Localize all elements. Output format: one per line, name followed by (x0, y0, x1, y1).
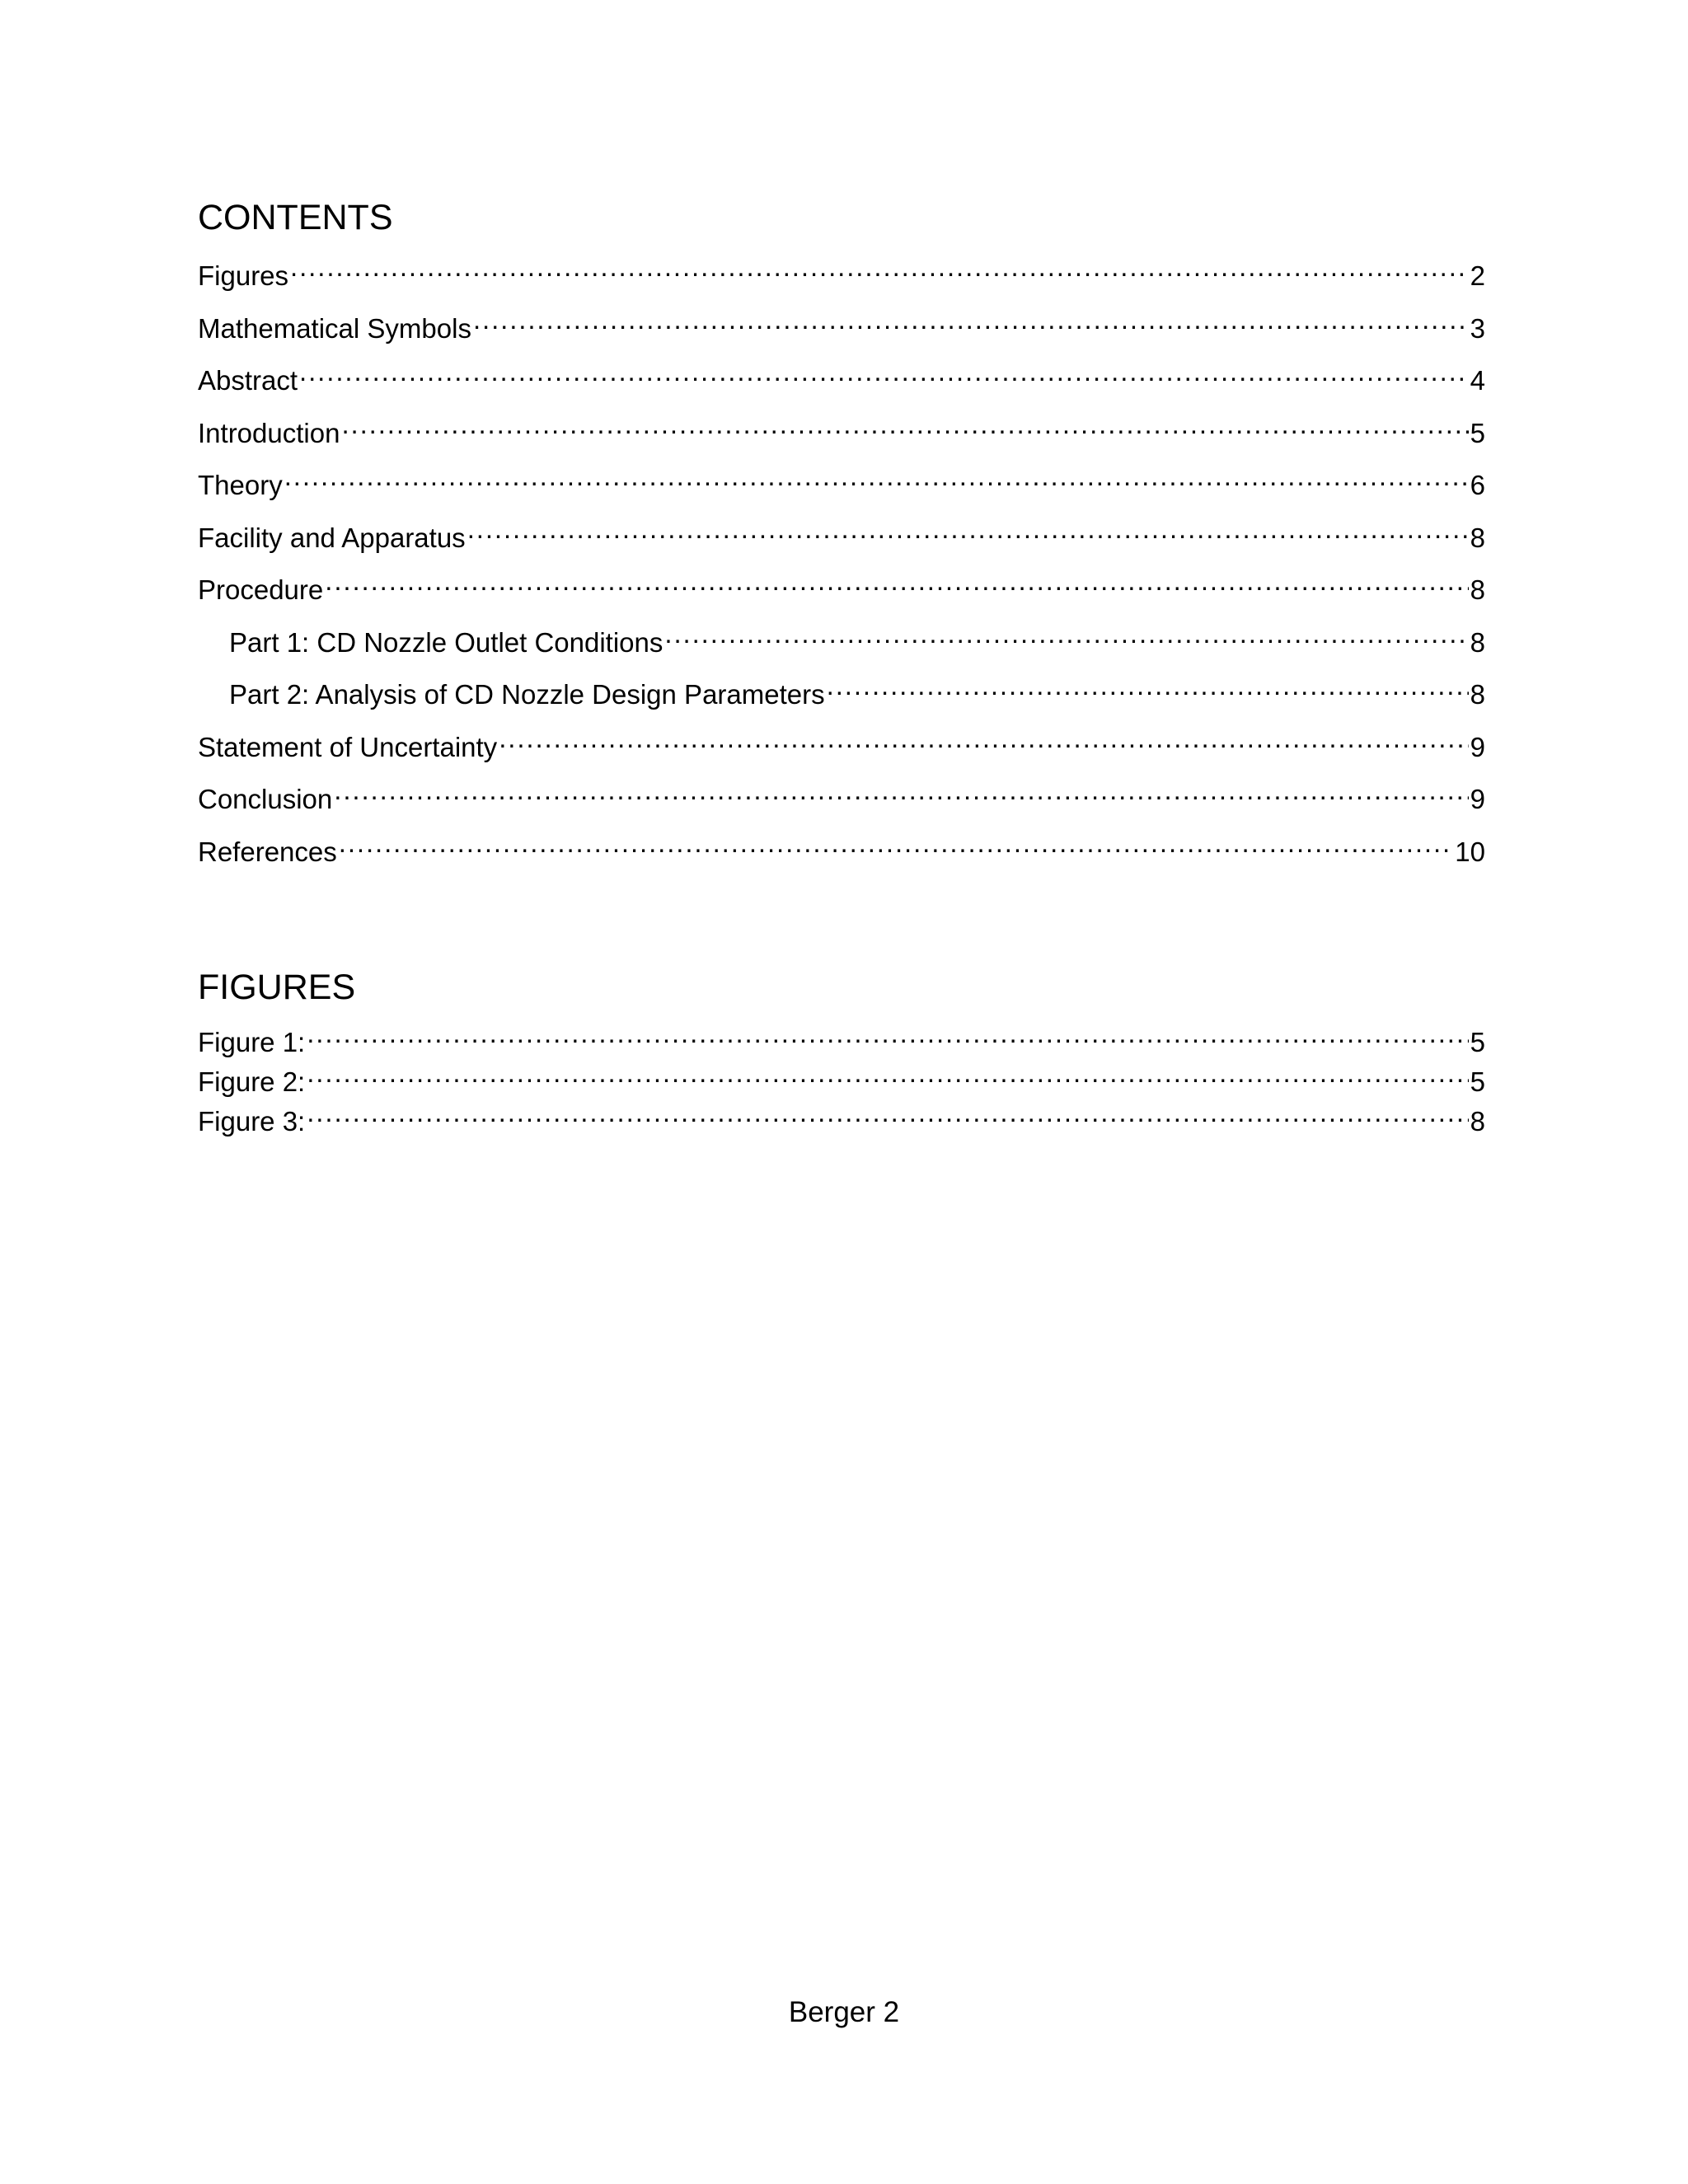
dot-leader (499, 724, 1468, 757)
toc-entry-page: 8 (1470, 679, 1485, 710)
dot-leader (325, 566, 1468, 599)
toc-entry-conclusion[interactable] (198, 776, 1485, 814)
toc-entry-label: Conclusion (198, 784, 333, 814)
figure-entry-label: Figure 1: (198, 1027, 306, 1057)
contents-heading: CONTENTS (198, 198, 393, 237)
toc-entry-label: Statement of Uncertainty (198, 731, 498, 762)
toc-entry-page: 4 (1470, 365, 1485, 396)
dot-leader (473, 305, 1469, 338)
toc-entry-theory[interactable] (198, 462, 1485, 500)
toc-entry-page: 10 (1455, 836, 1485, 867)
figure-entry-page: 8 (1470, 1106, 1485, 1137)
dot-leader (307, 1098, 1468, 1131)
figure-entry-2[interactable] (198, 1058, 1485, 1097)
dot-leader (334, 776, 1468, 808)
toc-entry-references[interactable] (198, 828, 1485, 867)
toc-entry-page: 8 (1470, 574, 1485, 605)
toc-entry-page: 5 (1470, 417, 1485, 448)
figure-entry-page: 5 (1470, 1066, 1485, 1097)
figures-list (198, 1019, 1485, 1137)
dot-leader (284, 462, 1469, 494)
dot-leader (339, 828, 1454, 861)
dot-leader (307, 1019, 1468, 1052)
toc-entry-page: 8 (1470, 522, 1485, 553)
toc-entry-abstract[interactable] (198, 357, 1485, 396)
toc-entry-facility-and-apparatus[interactable] (198, 514, 1485, 553)
figure-entry-label: Figure 2: (198, 1066, 306, 1097)
dot-leader (341, 410, 1468, 443)
toc-entry-page: 8 (1470, 626, 1485, 658)
toc-entry-label: Figures (198, 260, 289, 291)
toc-entry-page: 9 (1470, 731, 1485, 762)
toc-entry-label: Part 2: Analysis of CD Nozzle Design Parameters (229, 679, 825, 710)
dot-leader (827, 671, 1469, 704)
toc-entry-label: Part 1: CD Nozzle Outlet Conditions (229, 626, 663, 658)
toc-entry-part-1[interactable] (198, 619, 1485, 658)
toc-entry-label: Theory (198, 470, 283, 500)
toc-entry-label: References (198, 836, 337, 867)
dot-leader (664, 619, 1468, 652)
toc-entry-part-2[interactable] (198, 671, 1485, 710)
toc-entry-introduction[interactable] (198, 410, 1485, 448)
toc-entry-page: 6 (1470, 470, 1485, 500)
dot-leader (290, 252, 1469, 285)
toc-entry-page: 3 (1470, 312, 1485, 344)
toc-entry-label: Mathematical Symbols (198, 312, 471, 344)
toc-entry-page: 2 (1470, 260, 1485, 291)
toc-entry-mathematical-symbols[interactable] (198, 305, 1485, 344)
toc-entry-statement-of-uncertainty[interactable] (198, 724, 1485, 762)
toc-entry-figures[interactable] (198, 252, 1485, 291)
figure-entry-3[interactable] (198, 1098, 1485, 1137)
figure-entry-page: 5 (1470, 1027, 1485, 1057)
dot-leader (307, 1058, 1468, 1091)
page-footer: Berger 2 (788, 1996, 900, 2028)
figure-entry-1[interactable] (198, 1019, 1485, 1057)
toc-entry-label: Abstract (198, 365, 298, 396)
toc-entry-page: 9 (1470, 784, 1485, 814)
figures-heading: FIGURES (198, 968, 356, 1007)
dot-leader (467, 514, 1469, 547)
toc-entry-procedure[interactable] (198, 566, 1485, 605)
toc-entry-label: Facility and Apparatus (198, 522, 466, 553)
dot-leader (299, 357, 1469, 390)
toc-entry-label: Introduction (198, 417, 340, 448)
toc-entry-label: Procedure (198, 574, 324, 605)
figure-entry-label: Figure 3: (198, 1106, 306, 1137)
contents-list (198, 252, 1485, 880)
